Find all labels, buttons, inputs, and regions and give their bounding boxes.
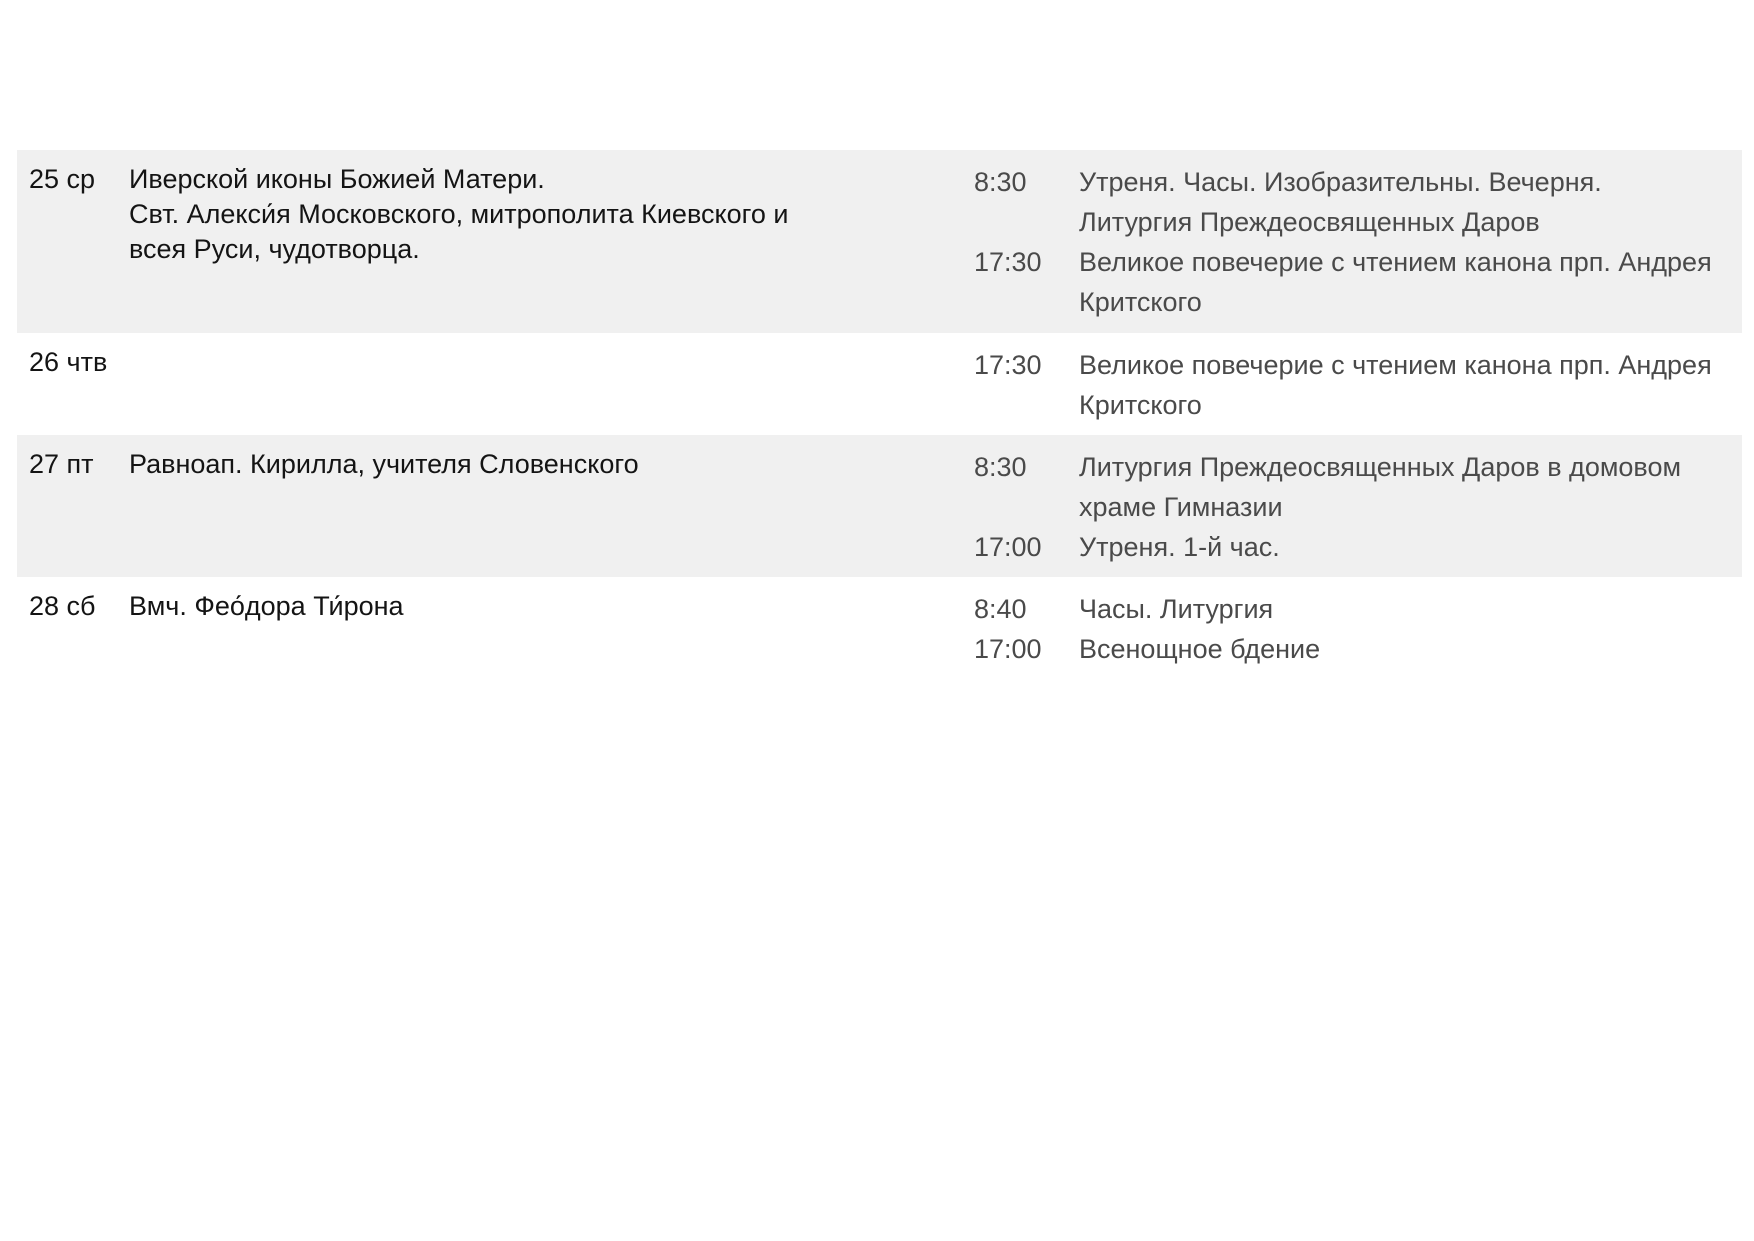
services-list — [956, 345, 1742, 425]
service-time: 8:40 — [974, 594, 1027, 624]
services-list — [956, 447, 1742, 567]
feast-line: Равноап. Кирилла, учителя Словенского — [129, 449, 639, 479]
day-label: 27 пт — [29, 449, 94, 479]
service-time: 8:30 — [974, 167, 1027, 197]
service-entry — [974, 447, 1742, 527]
feast-line: Свт. Алекси́я Московского, митрополита Киевского и — [129, 199, 789, 229]
service-time: 17:00 — [974, 634, 1042, 664]
schedule-row-27 — [17, 435, 1742, 577]
schedule-row-26 — [17, 333, 1742, 435]
schedule-row-28 — [17, 577, 1742, 677]
service-description: Литургия Преждеосвященных Даров в домовом храме Гимназии — [1079, 452, 1682, 522]
service-entry — [974, 589, 1742, 629]
service-description: Всенощное бдение — [1079, 634, 1321, 664]
feast-line: всея Руси, чудотворца. — [129, 234, 420, 264]
schedule-row-25 — [17, 150, 1742, 333]
service-description: Утреня. 1-й час. — [1079, 532, 1280, 562]
services-list — [956, 162, 1742, 322]
feast-line: Иверской иконы Божией Матери. — [129, 164, 545, 194]
schedule-table — [17, 150, 1742, 677]
service-time: 17:30 — [974, 350, 1042, 380]
service-description: Утреня. Часы. Изобразительны. Вечерня. Литургия Преждеосвященных Даров — [1079, 167, 1602, 237]
service-time: 17:00 — [974, 532, 1042, 562]
service-description: Великое повечерие с чтением канона прп. Андрея Критского — [1079, 350, 1712, 420]
day-label: 25 ср — [29, 164, 96, 194]
service-entry — [974, 345, 1742, 425]
service-description: Великое повечерие с чтением канона прп. Андрея Критского — [1079, 247, 1712, 317]
day-label: 26 чтв — [29, 347, 108, 377]
service-time: 8:30 — [974, 452, 1027, 482]
feast-description — [129, 162, 956, 267]
service-entry — [974, 162, 1742, 242]
service-entry — [974, 629, 1742, 669]
service-description: Часы. Литургия — [1079, 594, 1274, 624]
service-entry — [974, 527, 1742, 567]
service-time: 17:30 — [974, 247, 1042, 277]
feast-line: Вмч. Фео́дора Ти́рона — [129, 591, 404, 621]
day-label: 28 сб — [29, 591, 96, 621]
feast-description — [129, 589, 956, 624]
service-entry — [974, 242, 1742, 322]
feast-description — [129, 447, 956, 482]
services-list — [956, 589, 1742, 669]
